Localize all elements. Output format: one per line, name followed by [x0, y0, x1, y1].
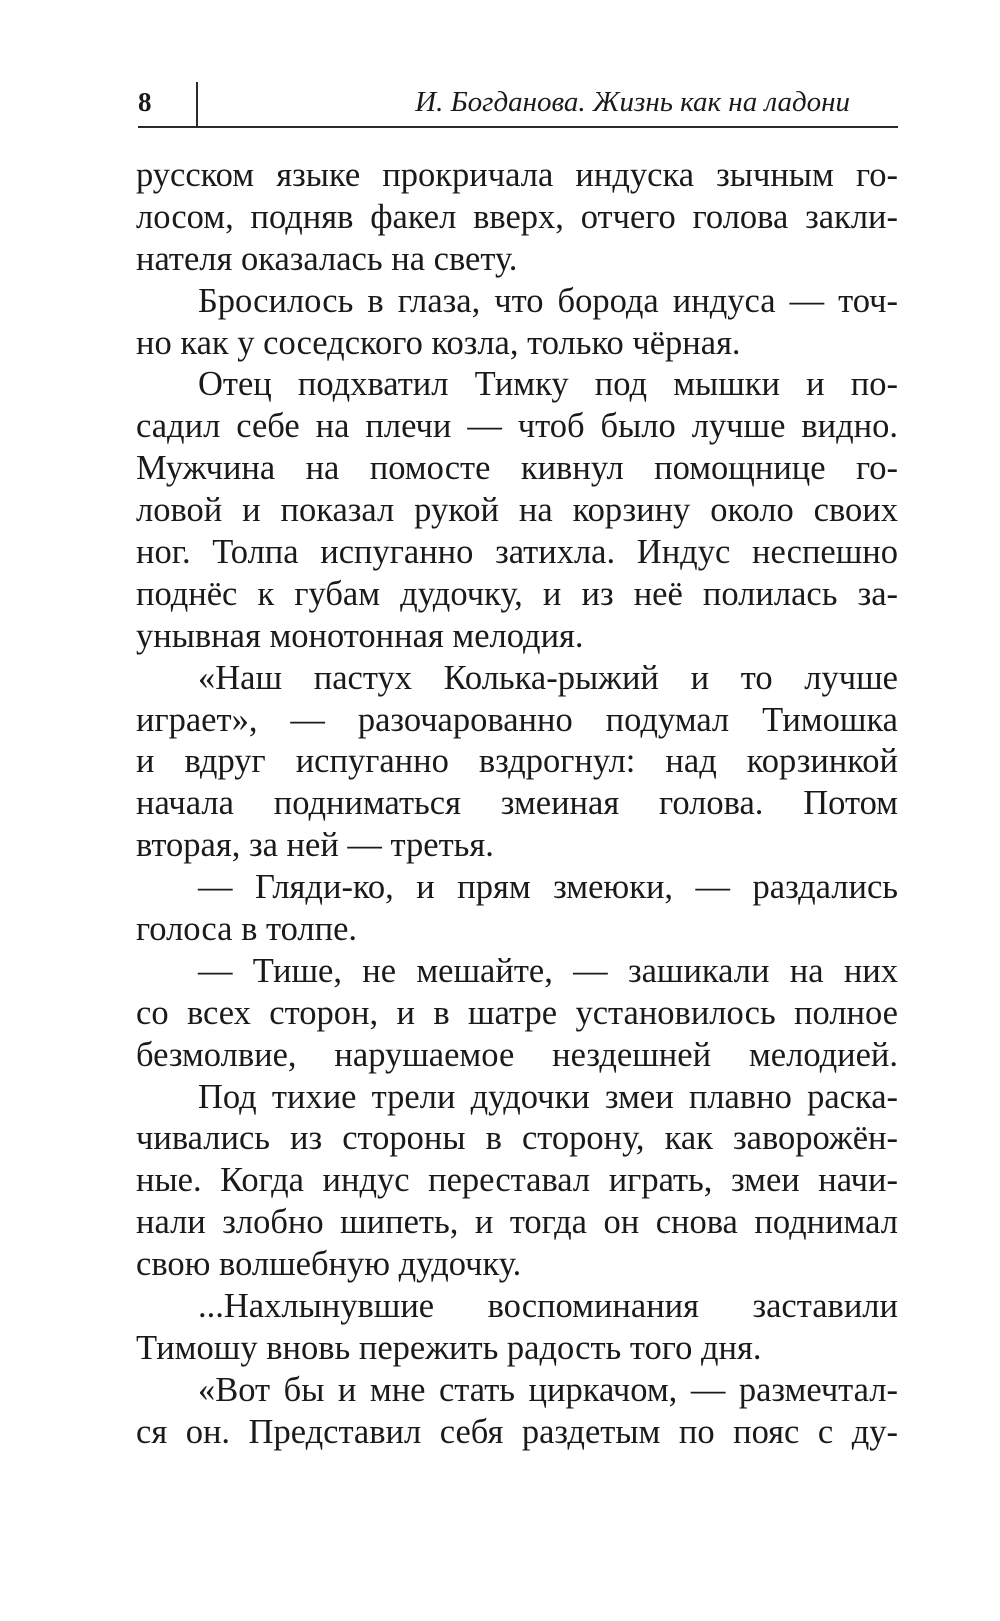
text-line: лосом, подняв факел вверх, отчего голова закли- — [136, 197, 898, 236]
text-line: безмолвие, нарушаемое нездешней мелодией. — [136, 1035, 898, 1074]
text-line: и вдруг испуганно вздрогнул: над корзинкой — [136, 742, 898, 781]
paragraph — [136, 867, 898, 951]
text-line: садил себе на плечи — чтоб было лучше видно. — [136, 407, 898, 446]
text-line: «Наш пастух Колька-рыжий и то лучше — [198, 658, 898, 697]
page-number: 8 — [138, 87, 152, 117]
text-line: — Гляди-ко, и прям змеюки, — раздались — [198, 868, 898, 907]
text-line: ...Нахлынувшие воспоминания заставили — [198, 1287, 898, 1326]
text-line: Бросилось в глаза, что борода индуса — точ- — [198, 281, 898, 320]
text-line: Мужчина на помосте кивнул помощнице го- — [136, 449, 898, 488]
paragraph — [136, 1077, 898, 1286]
text-line: Отец подхватил Тимку под мышки и по- — [198, 365, 898, 404]
text-line: Тимошу вновь пережить радость того дня. — [136, 1328, 762, 1367]
text-line: унывная монотонная мелодия. — [136, 616, 584, 655]
text-line: но как у соседского козла, только чёрная. — [136, 323, 741, 362]
text-line: свою волшебную дудочку. — [136, 1245, 522, 1284]
running-title: И. Богданова. Жизнь как на ладони — [415, 86, 850, 118]
text-line: «Вот бы и мне стать циркачом, — размечтал- — [198, 1370, 898, 1409]
text-line: — Тише, не мешайте, — зашикали на них — [198, 951, 898, 990]
text-line: ся он. Представил себя раздетым по пояс с ду- — [136, 1412, 898, 1451]
text-line: начала подниматься змеиная голова. Потом — [136, 784, 898, 823]
text-body — [136, 155, 898, 1454]
text-line: со всех сторон, и в шатре установилось полное — [136, 993, 898, 1032]
text-line: чивались из стороны в сторону, как заворожён- — [136, 1119, 898, 1158]
text-line: нателя оказалась на свету. — [136, 239, 518, 278]
text-line: русском языке прокричала индуска зычным го- — [136, 156, 898, 194]
paragraph — [136, 1286, 898, 1370]
paragraph — [136, 281, 898, 365]
paragraph — [136, 364, 898, 657]
paragraph — [136, 155, 898, 281]
text-line: ные. Когда индус переставал играть, змеи начи- — [136, 1161, 898, 1200]
paragraph — [136, 658, 898, 867]
paragraph — [136, 1370, 898, 1454]
text-line: поднёс к губам дудочку, и из неё полилась за- — [136, 574, 898, 613]
text-line: ног. Толпа испуганно затихла. Индус неспешно — [136, 533, 898, 572]
text-line: играет», — разочарованно подумал Тимошка — [136, 700, 898, 739]
paragraph — [136, 951, 898, 1077]
text-line: Под тихие трели дудочки змеи плавно раска- — [198, 1077, 898, 1116]
text-line: голоса в толпе. — [136, 910, 358, 949]
text-line: нали злобно шипеть, и тогда он снова поднимал — [136, 1203, 898, 1242]
header-divider — [196, 82, 198, 126]
text-line: вторая, за ней — третья. — [136, 826, 494, 865]
running-head — [138, 78, 898, 128]
text-line: ловой и показал рукой на корзину около своих — [136, 491, 898, 530]
